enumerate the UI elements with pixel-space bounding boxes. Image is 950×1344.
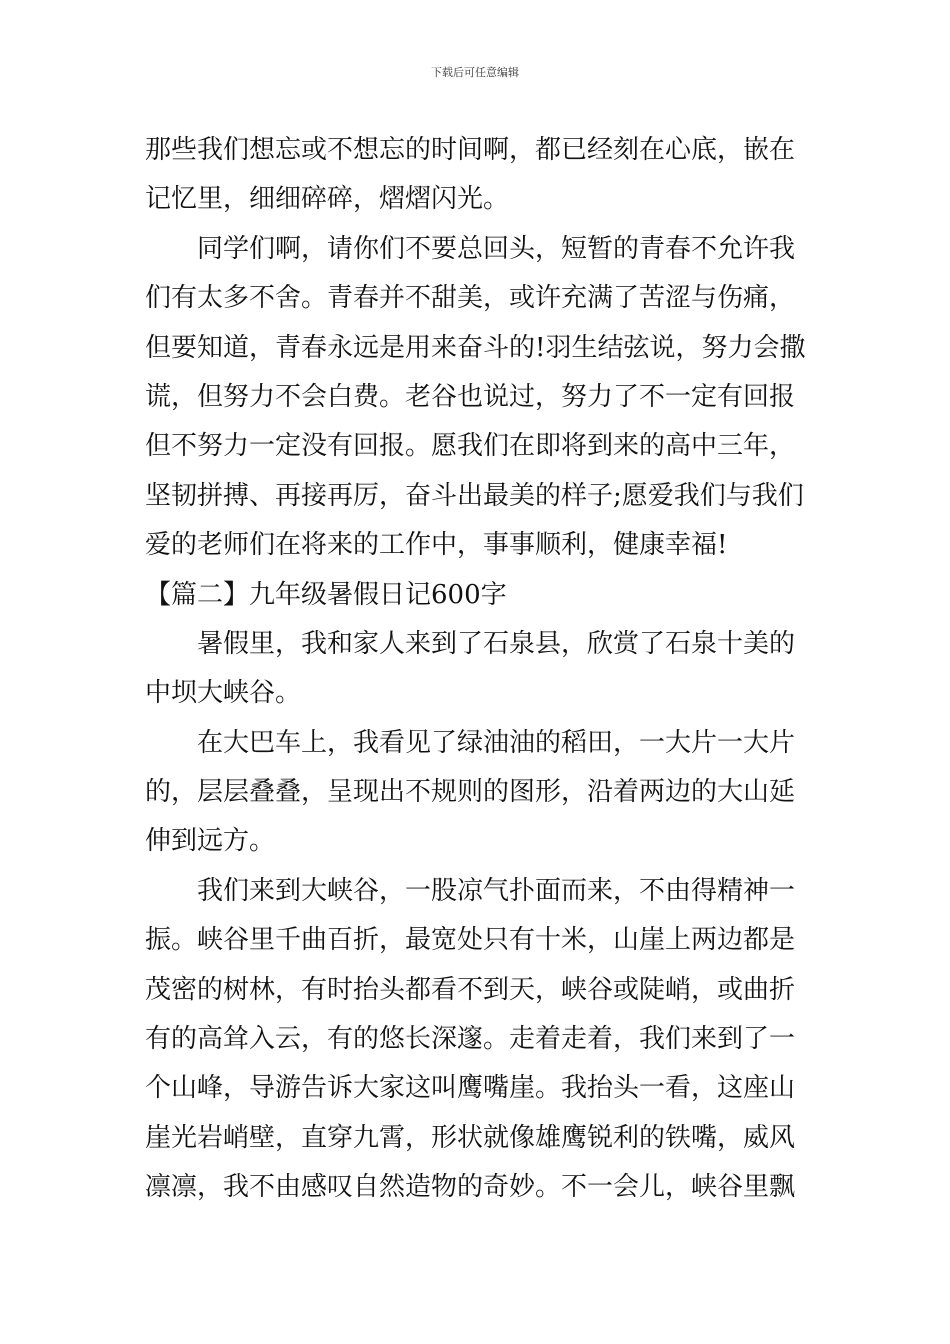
text-line: 那些我们想忘或不想忘的时间啊，都已经刻在心底，嵌在: [145, 135, 796, 165]
text-line: 个山峰，导游告诉大家这叫鹰嘴崖。我抬头一看，这座山: [145, 1073, 796, 1104]
text-line: 有的高耸入云，有的悠长深邃。走着走着，我们来到了一: [145, 1024, 796, 1055]
text-line: 谎，但努力不会白费。老谷也说过，努力了不一定有回报: [145, 381, 796, 412]
text-line: 同学们啊，请你们不要总回头，短暂的青春不允许我: [197, 233, 796, 264]
text-line: 中坝大峡谷。: [145, 678, 302, 709]
text-line: 伸到远方。: [145, 826, 276, 857]
text-line: 在大巴车上，我看见了绿油油的稻田，一大片一大片: [197, 727, 796, 758]
text-line: 的，层层叠叠，呈现出不规则的图形，沿着两边的大山延: [145, 777, 796, 808]
text-line: 茂密的树林，有时抬头都看不到天，峡谷或陡峭，或曲折: [145, 974, 796, 1005]
text-line: 爱的老师们在将来的工作中，事事顺利，健康幸福!: [145, 530, 728, 561]
section-heading: 【篇二】九年级暑假日记600字: [145, 579, 507, 610]
text-line: 暑假里，我和家人来到了石泉县，欣赏了石泉十美的: [197, 628, 796, 659]
page-header: 下载后可任意编辑: [431, 66, 519, 79]
text-line: 崖光岩峭壁，直穿九霄，形状就像雄鹰锐利的铁嘴，威风: [145, 1122, 796, 1153]
text-line: 坚韧拼搏、再接再厉，奋斗出最美的样子;愿爱我们与我们: [145, 480, 804, 511]
text-line: 凛凛，我不由感叹自然造物的奇妙。不一会儿，峡谷里飘: [145, 1172, 796, 1203]
text-line: 但不努力一定没有回报。愿我们在即将到来的高中三年，: [145, 431, 796, 462]
text-line: 振。峡谷里千曲百折，最宽处只有十米，山崖上两边都是: [145, 925, 796, 956]
text-line: 记忆里，细细碎碎，熠熠闪光。: [145, 184, 510, 215]
text-line: 我们来到大峡谷，一股凉气扑面而来，不由得精神一: [197, 875, 796, 906]
text-line: 们有太多不舍。青春并不甜美，或许充满了苦涩与伤痛，: [145, 283, 796, 314]
document-body: [145, 126, 810, 1213]
text-line: 但要知道，青春永远是用来奋斗的!羽生结弦说，努力会撒: [145, 332, 806, 363]
